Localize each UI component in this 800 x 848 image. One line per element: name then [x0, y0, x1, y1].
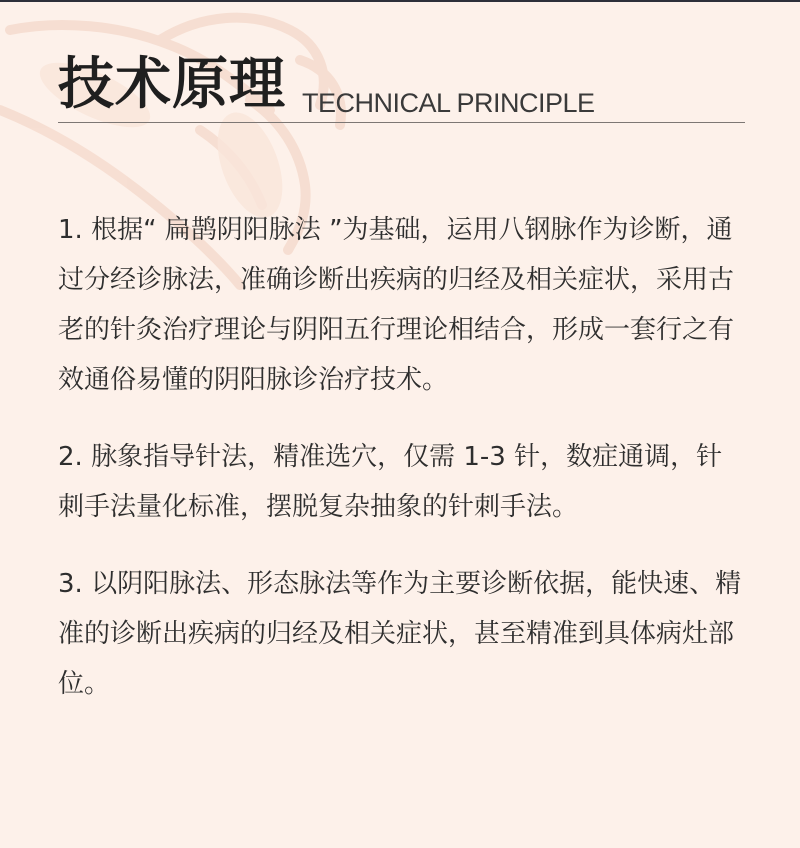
page-subtitle-english: TECHNICAL PRINCIPLE — [302, 88, 595, 118]
section-header — [58, 52, 745, 122]
principle-content — [58, 205, 748, 709]
principle-paragraph-3: 3. 以阴阳脉法、形态脉法等作为主要诊断依据，能快速、精准的诊断出疾病的归经及相关症状，甚至精准到具体病灶部位。 — [58, 569, 742, 699]
header-divider — [58, 122, 745, 123]
principle-paragraph-2: 2. 脉象指导针法，精准选穴，仅需 1-3 针，数症通调，针刺手法量化标准，摆脱复杂抽象的针刺手法。 — [58, 442, 723, 522]
principle-paragraph-1: 1. 根据“ 扁鹊阴阳脉法 ”为基础，运用八钢脉作为诊断，通过分经诊脉法，准确诊断出疾病的归经及相关症状，采用古老的针灸治疗理论与阴阳五行理论相结合，形成一套行之有效通俗易懂的阴阳脉诊治疗技术。 — [58, 215, 735, 395]
page-title: 技术原理 — [58, 52, 286, 117]
